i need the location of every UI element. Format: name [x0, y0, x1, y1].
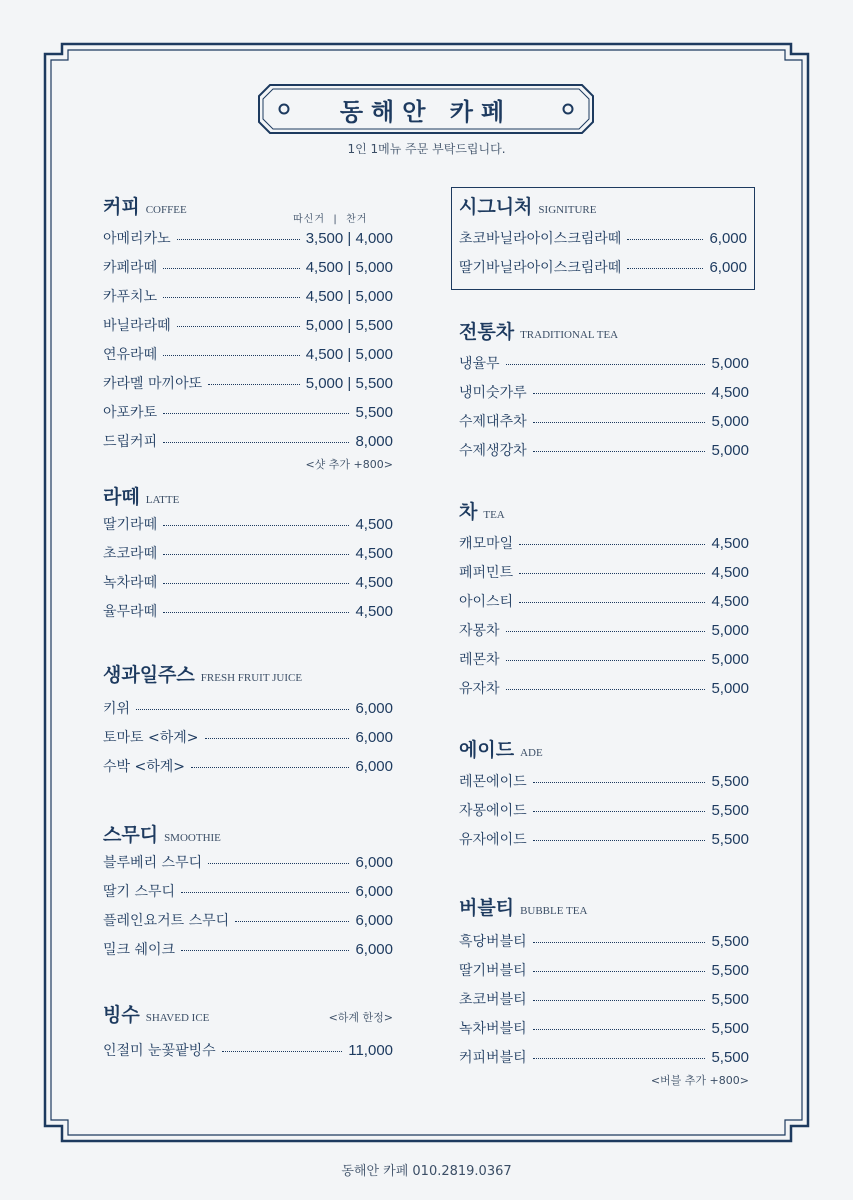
menu-item: 아포카토 5,500: [103, 404, 393, 421]
menu-item: 냉율무 5,000: [459, 355, 749, 372]
right-column: [459, 192, 749, 1103]
menu-item: 유자차 5,000: [459, 680, 749, 697]
menu-item: 율무라떼 4,500: [103, 603, 393, 620]
menu-item: 초코바닐라아이스크림라떼 6,000: [459, 230, 747, 247]
section-subtitle: LATTE: [145, 494, 180, 506]
section-traditional-tea: [459, 317, 749, 497]
menu-item: 녹차라떼 4,500: [103, 574, 393, 591]
menu-item: 자몽차 5,000: [459, 622, 749, 639]
menu-list: [103, 228, 393, 474]
menu-item: 플레인요거트 스무디 6,000: [103, 912, 393, 929]
summer-limited-note: <하계 한정>: [328, 1011, 393, 1024]
menu-item: 레몬에이드 5,500: [459, 773, 749, 790]
section-subtitle: BUBBLE TEA: [520, 905, 588, 917]
section-subtitle: ADE: [520, 747, 543, 759]
section-title: 빙수: [103, 1004, 140, 1026]
menu-item: 바닐라라떼 5,000 | 5,500: [103, 317, 393, 334]
section-bingsu: [103, 1000, 393, 1080]
hot-cold-header: 따신거 | 찬거: [293, 214, 368, 225]
section-subtitle: SIGNITURE: [538, 204, 597, 216]
section-subtitle: TRADITIONAL TEA: [520, 329, 619, 341]
section-title: 생과일주스: [103, 664, 195, 686]
menu-list: [459, 353, 749, 469]
menu-item: 페퍼민트 4,500: [459, 564, 749, 581]
menu-item: 자몽에이드 5,500: [459, 802, 749, 819]
menu-item: 커피버블티 5,500: [459, 1049, 749, 1066]
shot-extra-note: <샷 추가 +800>: [305, 458, 393, 471]
section-latte: [103, 482, 393, 660]
menu-item: 수제생강차 5,000: [459, 442, 749, 459]
section-subtitle: SMOOTHIE: [164, 832, 221, 844]
menu-list: [459, 931, 749, 1090]
section-bubble-tea: [459, 893, 749, 1103]
menu-item: 녹차버블티 5,500: [459, 1020, 749, 1037]
section-title: 에이드: [459, 739, 515, 761]
menu-item: 카푸치노 4,500 | 5,000: [103, 288, 393, 305]
menu-item: 캐모마일 4,500: [459, 535, 749, 552]
menu-item: 초코라떼 4,500: [103, 545, 393, 562]
menu-list: [459, 533, 749, 707]
section-subtitle: COFFEE: [145, 204, 187, 216]
section-subtitle: TEA: [483, 509, 505, 521]
menu-item: 냉미숫가루 4,500: [459, 384, 749, 401]
menu-item: 드립커피 8,000: [103, 433, 393, 450]
section-title: 전통차: [459, 321, 515, 343]
section-tea: [459, 497, 749, 735]
order-notice: 1인 1메뉴 주문 부탁드립니다.: [347, 142, 506, 156]
menu-item: 토마토 <하계> 6,000: [103, 729, 393, 746]
menu-item: 레몬차 5,000: [459, 651, 749, 668]
section-title: 버블티: [459, 897, 515, 919]
section-subtitle: SHAVED ICE: [145, 1012, 210, 1024]
menu-list: [103, 514, 393, 630]
section-title: 라떼: [103, 486, 140, 508]
menu-item: 수박 <하계> 6,000: [103, 758, 393, 775]
menu-item: 딸기 스무디 6,000: [103, 883, 393, 900]
menu-item: 딸기라떼 4,500: [103, 516, 393, 533]
section-title: 스무디: [103, 824, 159, 846]
menu-item: 흑당버블티 5,500: [459, 933, 749, 950]
menu-list: [103, 852, 393, 968]
menu-item: 블루베리 스무디 6,000: [103, 854, 393, 871]
menu-list: [103, 698, 393, 785]
menu-list: [459, 228, 747, 286]
section-title: 커피: [103, 196, 140, 218]
section-ade: [459, 735, 749, 893]
bubble-extra-note: <버블 추가 +800>: [650, 1074, 749, 1087]
menu-item: 초코버블티 5,500: [459, 991, 749, 1008]
section-juice: [103, 660, 393, 820]
menu-item: 아메리카노 3,500 | 4,000: [103, 230, 393, 247]
menu-list: [103, 1040, 393, 1069]
section-subtitle: FRESH FRUIT JUICE: [200, 672, 303, 684]
section-title: 시그니처: [459, 196, 533, 218]
menu-item: 딸기버블티 5,500: [459, 962, 749, 979]
menu-item: 키위 6,000: [103, 700, 393, 717]
menu-item: 인절미 눈꽃팥빙수 11,000: [103, 1042, 393, 1059]
section-signature: [459, 192, 747, 317]
menu-item: 밀크 쉐이크 6,000: [103, 941, 393, 958]
section-coffee: [103, 192, 393, 482]
menu-item: 아이스티 4,500: [459, 593, 749, 610]
footer-contact: 동해안 카페 010.2819.0367: [341, 1164, 512, 1179]
cafe-title: 동해안 카페: [339, 96, 513, 126]
menu-item: 카라멜 마끼아또 5,000 | 5,500: [103, 375, 393, 392]
menu-list: [459, 771, 749, 858]
menu-item: 연유라떼 4,500 | 5,000: [103, 346, 393, 363]
section-title: 차: [459, 501, 478, 523]
section-smoothie: [103, 820, 393, 1000]
left-column: [103, 192, 393, 1080]
menu-item: 딸기바닐라아이스크림라떼 6,000: [459, 259, 747, 276]
menu-item: 유자에이드 5,500: [459, 831, 749, 848]
menu-item: 카페라떼 4,500 | 5,000: [103, 259, 393, 276]
menu-item: 수제대추차 5,000: [459, 413, 749, 430]
